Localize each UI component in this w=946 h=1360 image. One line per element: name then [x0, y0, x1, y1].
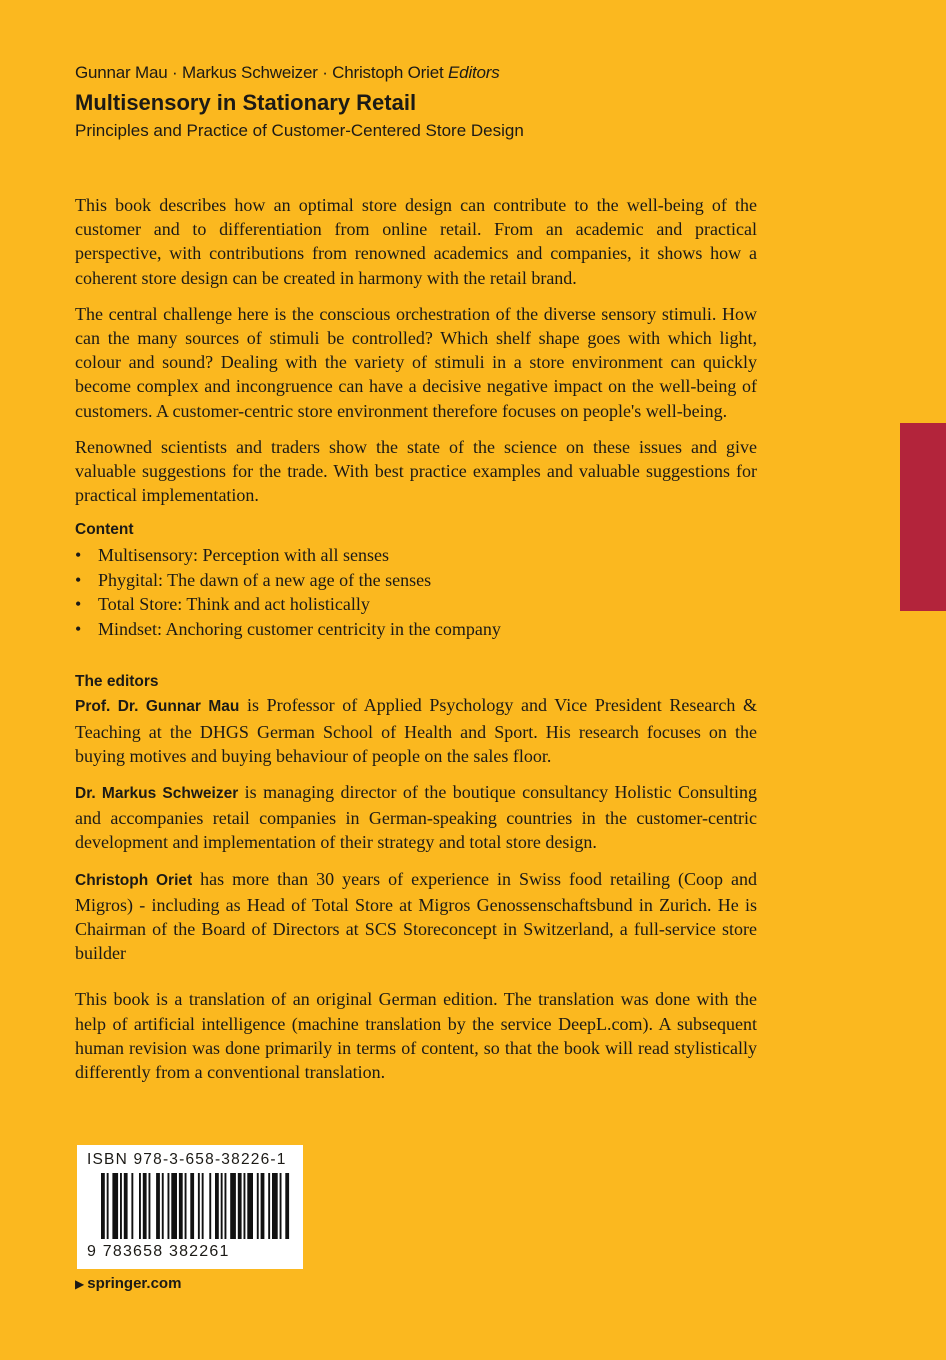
barcode-bar	[131, 1173, 133, 1239]
barcode-bar	[185, 1173, 187, 1239]
arrow-icon: ▶	[75, 1277, 85, 1291]
bullet-icon: •	[75, 545, 82, 566]
editor-bio-schweizer: Dr. Markus Schweizer is managing director of the boutique consultancy Holistic Consulting and accompanies retail companies in German-speaking countries in the customer-centric development and implementation of their strategy and total store design.	[75, 782, 757, 853]
editors-section	[75, 671, 757, 965]
editor-bio-oriet: Christoph Oriet has more than 30 years of experience in Swiss food retailing (Coop and Migros) - including as Head of Total Store at Migros Genossenschaftsbund in Zurich. He is Chairman of the Board of Directors at SCS Storeconcept in Switzerland, a full-service store builder	[75, 868, 757, 964]
isbn-label: ISBN 978-3-658-38226-1	[87, 1151, 287, 1168]
barcode-bar	[225, 1173, 227, 1239]
content-list	[75, 543, 757, 641]
editor-bio-mau: Prof. Dr. Gunnar Mau is Professor of Applied Psychology and Vice President Research & Teaching at the DHGS German School of Health and Sport. His research focuses on the buying motives and buying behaviour of people on the sales floor.	[75, 695, 757, 766]
content-heading: Content	[75, 521, 134, 539]
cover-header	[75, 60, 775, 144]
barcode-digits: 9 783658 382261	[87, 1243, 230, 1260]
barcode-bar	[257, 1173, 259, 1239]
bullet-icon: •	[75, 618, 82, 639]
barcode-bar	[162, 1173, 164, 1239]
spine-color-tab	[900, 423, 946, 611]
editors-line	[75, 60, 775, 86]
barcode-bar	[124, 1173, 128, 1239]
description-paragraph-2: The central challenge here is the conscious orchestration of the diverse sensory stimuli. How can the many sources of stimuli be controlled? Which shelf shape goes with which light, colour and sound? Dealing with the variety of stimuli in a store environment can quickly become complex and incongruence can have a decisive negative impact on the well-being of customers. A customer-centric store environment therefore focuses on people's well-being.	[75, 303, 757, 421]
barcode-bar	[198, 1173, 200, 1239]
barcode-bar	[168, 1173, 170, 1239]
description-paragraph-1: This book describes how an optimal store design can contribute to the well-being of the customer and to differentiation from online retail. From an academic and practical perspective, with contributions from renowned academics and companies, it shows how a coherent store design can be created in harmony with the retail brand.	[75, 195, 757, 288]
barcode-bar	[112, 1173, 118, 1239]
barcode-bar	[280, 1173, 282, 1239]
barcode-bar	[190, 1173, 194, 1239]
barcode-bar	[209, 1173, 211, 1239]
barcode-bar	[221, 1173, 223, 1239]
editor-name: Christoph Oriet	[75, 871, 193, 889]
list-item: • Total Store: Think and act holistically	[75, 592, 757, 617]
barcode-bar	[139, 1173, 141, 1239]
barcode-bar	[261, 1173, 265, 1239]
barcode-bar	[149, 1173, 151, 1239]
barcode-bar	[107, 1173, 109, 1239]
description-paragraph-3: Renowned scientists and traders show the state of the science on these issues and give valuable suggestions for the trade. With best practice examples and valuable suggestions for practical implementation.	[75, 436, 757, 506]
list-item: • Multisensory: Perception with all senses	[75, 543, 757, 568]
barcode-bar	[285, 1173, 289, 1239]
editors-heading: The editors	[75, 673, 159, 691]
editors-role: Editors	[448, 63, 500, 82]
barcode-bar	[268, 1173, 270, 1239]
bullet-icon: •	[75, 569, 82, 590]
editor-name: Dr. Markus Schweizer	[75, 785, 239, 803]
barcode-bar	[247, 1173, 253, 1239]
editors-names: Gunnar Mau · Markus Schweizer · Christoph Oriet	[75, 63, 444, 82]
list-item: • Mindset: Anchoring customer centricity in the company	[75, 617, 757, 642]
barcode-bar	[202, 1173, 204, 1239]
barcode-bar	[230, 1173, 236, 1239]
barcode-bar	[244, 1173, 246, 1239]
back-cover-text	[75, 193, 757, 1084]
barcode-bar	[272, 1173, 278, 1239]
isbn-barcode	[77, 1145, 303, 1269]
barcode-bars	[87, 1173, 293, 1243]
book-title: Multisensory in Stationary Retail	[75, 90, 417, 115]
list-item: • Phygital: The dawn of a new age of the senses	[75, 568, 757, 593]
publisher-url: springer.com	[87, 1275, 182, 1292]
barcode-bar	[179, 1173, 183, 1239]
barcode-bar	[101, 1173, 105, 1239]
barcode-bar	[171, 1173, 177, 1239]
barcode-bar	[238, 1173, 242, 1239]
publisher-link[interactable]	[75, 1275, 181, 1292]
bullet-icon: •	[75, 594, 82, 615]
translation-note: This book is a translation of an original German edition. The translation was done with the help of artificial intelligence (machine translation by the service DeepL.com). A subsequent human revision was done primarily in terms of content, so that the book will read stylistically differently from a conventional translation.	[75, 989, 757, 1083]
editor-name: Prof. Dr. Gunnar Mau	[75, 698, 240, 716]
barcode-bar	[215, 1173, 219, 1239]
barcode-bar	[120, 1173, 122, 1239]
book-subtitle: Principles and Practice of Customer-Centered Store Design	[75, 121, 524, 140]
barcode-bar	[156, 1173, 160, 1239]
barcode-bar	[143, 1173, 147, 1239]
